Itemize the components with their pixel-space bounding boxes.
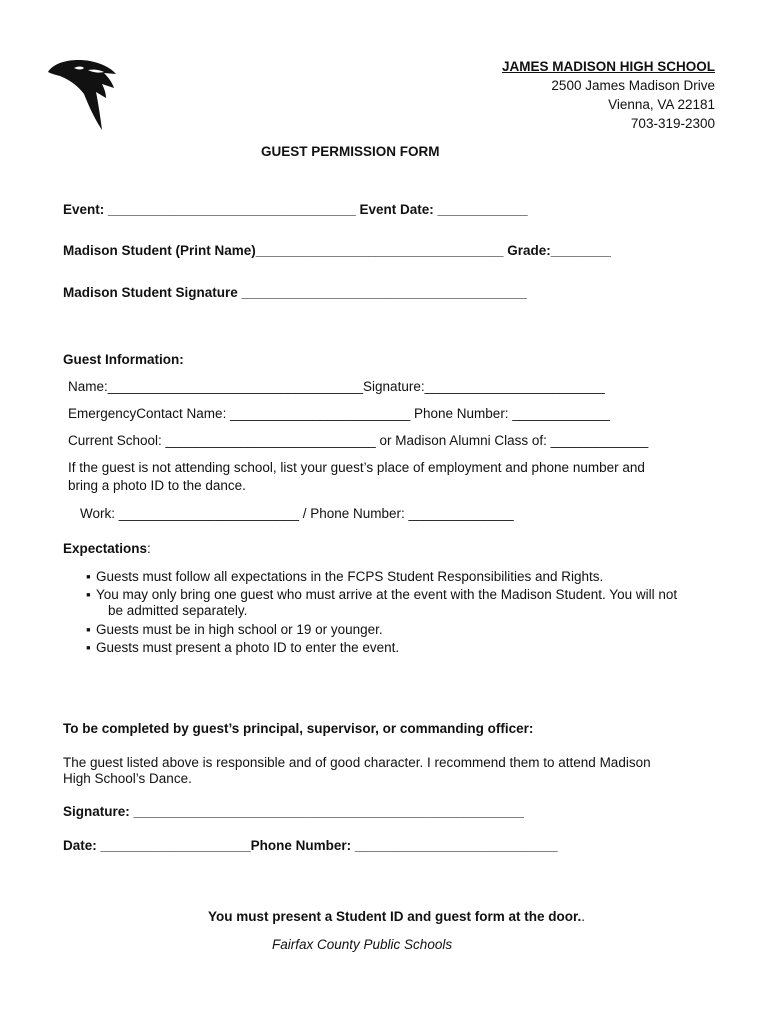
- hawk-head-logo-icon: [44, 58, 120, 136]
- expectation-continuation: be admitted separately.: [108, 603, 248, 618]
- list-item: [86, 569, 603, 584]
- expectation-text: Guests must be in high school or 19 or younger.: [96, 622, 383, 637]
- district-name: Fairfax County Public Schools: [272, 937, 453, 952]
- door-notice-end: .: [581, 909, 586, 924]
- officer-heading: To be completed by guest’s principal, supervisor, or commanding officer:: [63, 721, 534, 736]
- work-field[interactable]: Work: ________________________ / Phone Number: ______________: [80, 506, 514, 521]
- door-notice-text: You must present a Student ID and guest form at the door.: [208, 909, 582, 924]
- bullet-icon: ▪: [86, 587, 91, 602]
- school-phone: 703-319-2300: [630, 116, 715, 131]
- officer-signature-field[interactable]: Signature: ____________________________________________________: [63, 804, 524, 819]
- guest-note-line2: bring a photo ID to the dance.: [68, 478, 246, 493]
- expectation-text: You may only bring one guest who must arrive at the event with the Madison Student. You will not: [96, 587, 678, 602]
- expectation-text: Guests must follow all expectations in the FCPS Student Responsibilities and Rights.: [96, 569, 604, 584]
- student-name-field[interactable]: Madison Student (Print Name)_________________________________ Grade:________: [63, 243, 611, 258]
- officer-date-field[interactable]: [63, 838, 558, 853]
- expectations-heading-colon: :: [147, 541, 151, 556]
- bullet-icon: ▪: [86, 640, 91, 655]
- guest-name-field[interactable]: Name:__________________________________Signature:________________________: [68, 379, 605, 394]
- guest-info-heading: Guest Information:: [63, 352, 184, 367]
- list-item: [86, 587, 677, 602]
- event-field[interactable]: Event: _________________________________ Event Date: ____________: [63, 202, 528, 217]
- form-title: GUEST PERMISSION FORM: [261, 144, 440, 159]
- bullet-icon: ▪: [86, 569, 91, 584]
- officer-phone-field[interactable]: Phone Number: ___________________________: [250, 838, 558, 853]
- officer-date-label[interactable]: Date: ____________________: [63, 838, 251, 853]
- officer-statement-line2: High School’s Dance.: [63, 771, 192, 786]
- emergency-contact-field[interactable]: EmergencyContact Name: ________________________ Phone Number: _____________: [68, 406, 610, 421]
- student-signature-field[interactable]: Madison Student Signature ______________________________________: [63, 285, 527, 300]
- school-address-line1: 2500 James Madison Drive: [551, 78, 715, 93]
- school-name: JAMES MADISON HIGH SCHOOL: [501, 59, 715, 74]
- list-item: [86, 640, 399, 655]
- school-address-line2: Vienna, VA 22181: [608, 97, 715, 112]
- officer-statement-line1: The guest listed above is responsible and of good character. I recommend them to attend Madison: [63, 755, 651, 770]
- list-item: [86, 622, 383, 637]
- door-notice: [208, 909, 585, 924]
- expectations-heading: [63, 541, 151, 556]
- bullet-icon: ▪: [86, 622, 91, 637]
- guest-note-line1: If the guest is not attending school, list your guest’s place of employment and phone number and: [68, 460, 645, 475]
- expectations-heading-text: Expectations: [63, 541, 148, 556]
- expectation-text: Guests must present a photo ID to enter the event.: [96, 640, 400, 655]
- current-school-field[interactable]: Current School: ____________________________ or Madison Alumni Class of: _____________: [68, 433, 649, 448]
